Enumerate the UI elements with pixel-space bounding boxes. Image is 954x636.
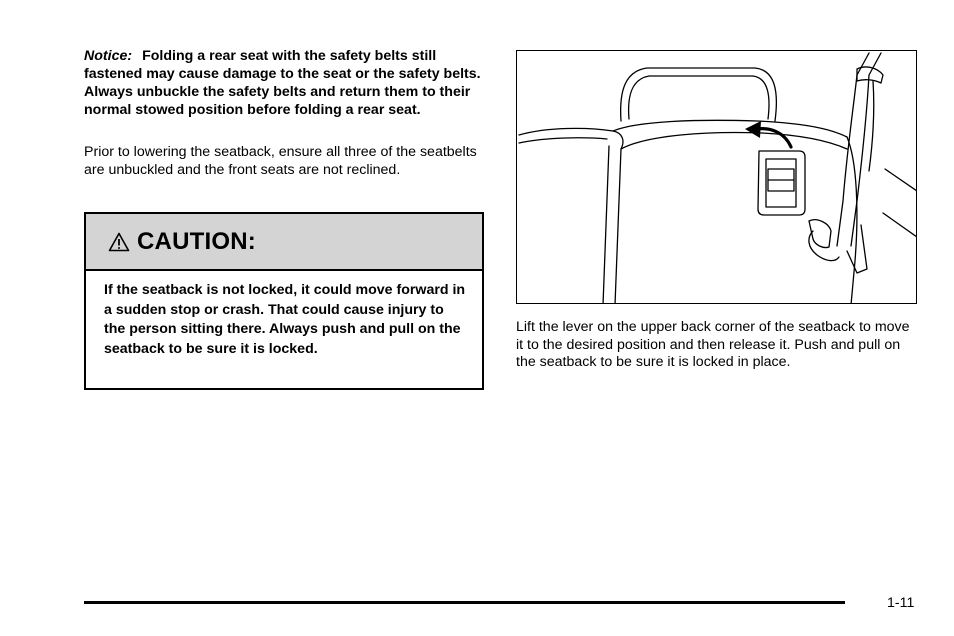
notice-label: Notice: <box>84 48 133 64</box>
notice-paragraph <box>84 47 486 119</box>
page-number: 1-11 <box>887 595 915 611</box>
caution-text: If the seatback is not locked, it could move forward in a sudden stop or crash. That could cause injury to the person sitting there. Always push and pull on the seatback to be sure it is locked. <box>104 282 466 357</box>
caution-box <box>84 212 484 390</box>
warning-triangle-icon <box>108 232 130 252</box>
footer-rule <box>84 601 845 604</box>
caution-header <box>86 214 482 271</box>
intro-paragraph: Prior to lowering the seatback, ensure all three of the seatbelts are unbuckled and the front seats are not reclined. <box>84 144 477 178</box>
seat-lever-figure <box>516 50 917 304</box>
caution-title: CAUTION: <box>137 227 256 255</box>
notice-text: Folding a rear seat with the safety belts still fastened may cause damage to the seat or the safety belts. Always unbuckle the safety belts and return them to their normal stowed position before folding a rear seat. <box>84 48 481 118</box>
figure-caption: Lift the lever on the upper back corner of the seatback to move it to the desired position and then release it. Push and pull on the seatback to be sure it is locked in place. <box>516 319 910 370</box>
rear-seat-lever-illustration <box>517 51 917 304</box>
